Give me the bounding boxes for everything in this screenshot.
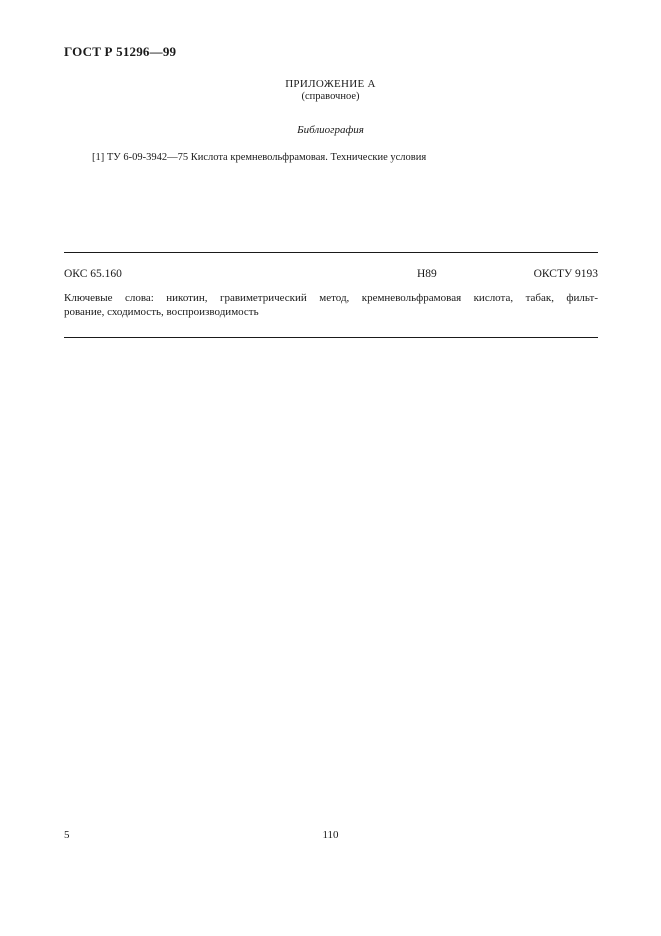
page-number-center: 110 <box>322 829 339 841</box>
okstu-code: ОКСТУ 9193 <box>533 268 598 280</box>
bottom-divider <box>64 337 598 338</box>
kgs-code: Н89 <box>417 268 437 280</box>
appendix-subheading: (справочное) <box>301 91 360 102</box>
okc-code: ОКС 65.160 <box>64 268 122 280</box>
document-header-code: ГОСТ Р 51296—99 <box>64 44 177 59</box>
keywords-line-1: Ключевые слова: никотин, гравиметрический метод, кремневольфрамовая кислота, табак, фильт- <box>64 292 598 304</box>
keywords-block <box>64 292 598 319</box>
page-number-left: 5 <box>64 829 70 841</box>
bibliography-title: Библиография <box>297 124 364 136</box>
top-divider <box>64 252 598 253</box>
appendix-heading: ПРИЛОЖЕНИЕ А <box>285 78 376 90</box>
keywords-line-2: рование, сходимость, воспроизводимость <box>64 305 259 318</box>
bibliography-entry: [1] ТУ 6-09-3942—75 Кислота кремневольфрамовая. Технические условия <box>92 152 427 163</box>
